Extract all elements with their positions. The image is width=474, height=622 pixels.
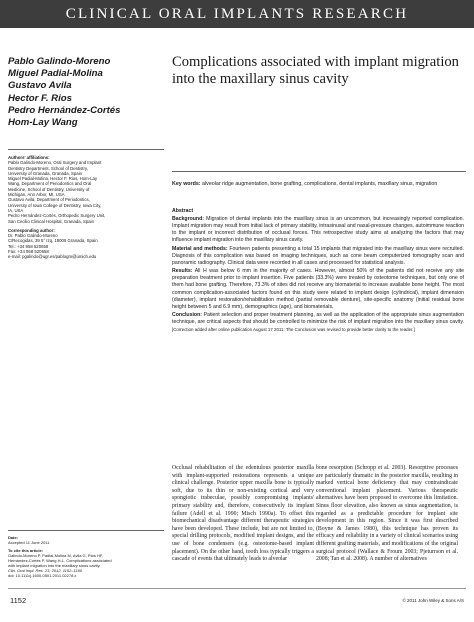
- cite-label: To cite this article:: [8, 548, 44, 553]
- author-name: Gustavo Avila: [8, 80, 72, 92]
- keywords: [172, 181, 464, 188]
- abstract: [172, 208, 464, 336]
- citation-line: with implant migration into the maxillary sinus cavity.: [8, 563, 101, 568]
- affiliation-line: San Cecilio Clinical Hospital, Granada, Spain: [8, 218, 94, 224]
- body-column-1: Occlusal rehabilitation of the edentulous posterior maxilla with implant-supported restorations represents a unique clinical challenge. Posterior upper maxilla bone is typically soft, due to its thin or non-existing cortical and very spongiotic trabeculae, possibly compromising implants' primary stability and, therefore, consecutively its implant failure (Adell et al. 1990; Misch 1990a). To offset this biomechanical disadvantage different therapeutic strategies have been developed. These include, but are not limited to, special drilling protocols, modified implant designs, and the use of bone condensers (e.g. osteotome-based implant placement). On the other hand, tooth loss typically triggers a cascade of events that ultimately leads to alveolar: [172, 465, 314, 563]
- author-name: Hector F. Rios: [8, 92, 72, 104]
- page-number: 1152: [10, 596, 27, 605]
- affiliation-line: Michigan, Ann Arbor, MI, USA: [8, 192, 65, 198]
- correspondence-email: e-mail: pgalindo@ugr.es/pablogm@umich.edu: [8, 254, 97, 260]
- correspondence-line: Fax: +34 958 520658: [8, 249, 49, 255]
- copyright: © 2011 John Wiley & Sons A/S: [402, 598, 464, 603]
- affiliation-line: Gustavo Avila, Department of Periodontics,: [8, 197, 90, 203]
- affiliations-heading: Authors' affiliations:: [8, 155, 50, 160]
- author-name: Pablo Galindo-Moreno: [8, 56, 111, 67]
- citation-line: Galindo-Moreno P, Padial-Molina M, Avila G, Rios HF,: [8, 553, 104, 558]
- article-meta: [8, 535, 164, 578]
- abstract-heading: Abstract: [172, 208, 194, 214]
- affiliation-line: Dentistry Department, School of Dentistry,: [8, 165, 88, 171]
- affiliation-line: University of Granada, Granada, Spain: [8, 170, 83, 176]
- abstract-results: Results: All H was below 6 mm in the majority of cases. However, almost 50% of the patients did not receive any site preparation treatment prior to implant insertion. Five patients (33.3%) were treated by osteotome techniques, but only one of them had bone grafting. Therefore, 73.3% of sites did not receive any biomaterial to increase available bone height. The most common complication-associated factors found on this study were related to implant design (cylindrical), implant dimension (diameter), implant restoration/rehabilitation method (partial removable denture), site-specific anatomy (initial residual bone height between 5 and 6.9 mm), demographics (age), and biomaterials.: [172, 268, 464, 310]
- affiliation-line: Medicine, School of Dentistry, University of: [8, 186, 90, 192]
- divider: [172, 171, 466, 172]
- divider: [8, 149, 164, 150]
- affiliation-line: Miguel Padial-Molina, Hector F. Rios, Hom-Lay: [8, 176, 98, 182]
- affiliation-line: Pablo Galindo-Moreno, Oral Surgery and Implant: [8, 160, 102, 166]
- author-list: [8, 56, 168, 129]
- keywords-text: alveolar ridge augmentation, bone grafting, complications, dental implants, maxillary sinus, migration: [202, 181, 438, 187]
- accepted-date: Accepted 11 June 2011: [8, 540, 50, 545]
- keywords-label: Key words:: [172, 181, 201, 187]
- correspondence-line: C/Recogidas, 39 5° Izq, 18005 Granada, Spain: [8, 238, 98, 244]
- affiliation-line: Wang, Department of Periodontics and Oral: [8, 181, 92, 187]
- affiliation-line: University of Iowa College of Dentistry, Iowa City,: [8, 202, 102, 208]
- abstract-conclusion: Conclusion: Patient selection and proper treatment planning, as well as the application of the appropriate sinus augmentation technique, are critical aspects that should be controlled to minimize the risk of implant migration into the maxillary sinus cavity. [Correction added after online publication August 17 2011: The Conclusion was revised to provide better clarity to the reader.]: [172, 312, 464, 333]
- article-title: Complications associated with implant migration into the maxillary sinus cavity: [172, 54, 459, 87]
- correction-note: [Correction added after online publication August 17 2011: The Conclusion was revised to provide better clarity to the reader.]: [172, 327, 415, 333]
- footer-divider: [8, 588, 466, 589]
- affiliation-line: IA, USA: [8, 207, 24, 213]
- correspondence-heading: Corresponding author:: [8, 227, 55, 233]
- date-label: Date:: [8, 535, 19, 540]
- author-name: Miguel Padial-Molina: [8, 68, 103, 80]
- abstract-background: Background: Migration of dental implants into the maxillary sinus is an uncommon, but increasingly reported complication. Implant migration may result from initial lack of primary stability, intrasinusal and nasal-pressure changes, autoimmune reaction to the implant or incorrect distribution of occlusal forces. This retrospective study aims at analyzing the factors that may influence implant migration into the maxillary sinus cavity.: [172, 216, 464, 244]
- correspondence-line: Tel.: +34 958 520658: [8, 243, 49, 249]
- citation-line: Clin. Oral Impl. Res. 23, 2012, 1152–1160: [8, 568, 83, 573]
- citation-doi: doi: 10.1111/j.1600-0501.2011.02278.x: [8, 573, 77, 578]
- correspondence-line: Dr. Pablo Galindo-Moreno: [8, 233, 58, 239]
- divider: [8, 530, 164, 531]
- journal-title: CLINICAL ORAL IMPLANTS RESEARCH: [65, 5, 409, 22]
- citation-line: Hernández-Cortés P, Wang H-L. Complications associated: [8, 558, 112, 563]
- affiliation-line: Pedro Hernández-Cortés, Orthopedic Surgery Unit,: [8, 213, 106, 219]
- affiliations-block: [8, 155, 164, 260]
- abstract-methods: Material and methods: Fourteen patients presenting a total 15 implants that migrated into the maxillary sinus were recruited. Diagnosis of this complication was based on imaging techniques, such as cone beam computerized tomography scan and panoramic radiography. Clinical data were recorded in all cases and processed for statistical analysis.: [172, 245, 464, 266]
- body-column-2: bone resorption (Schropp et al. 2003). Resorptive processes are particularly dramatic in the posterior maxilla, resulting in marked vertical bone deficiency that may contraindicate conventional implant placement. Various therapeutic alternatives have been proposed to overcome this limitation. Sinus floor elevation, also known as sinus augmentation, is regarded as a predictable procedure for implant site development in this region. Since it was first described (Boyne & James 1980), this technique has proven its efficacy and reliability in a variety of clinical scenarios using different grafting materials, and modifications of the original surgical protocol (Wallace & Froum 2003; Pjeturrson et al. 2008; Tan et al. 2008). A number of alternatives: [316, 465, 458, 563]
- author-name: Pedro Hernández-Cortés: [8, 104, 121, 116]
- author-name: Hom-Lay Wang: [8, 117, 78, 129]
- journal-header: [0, 0, 474, 28]
